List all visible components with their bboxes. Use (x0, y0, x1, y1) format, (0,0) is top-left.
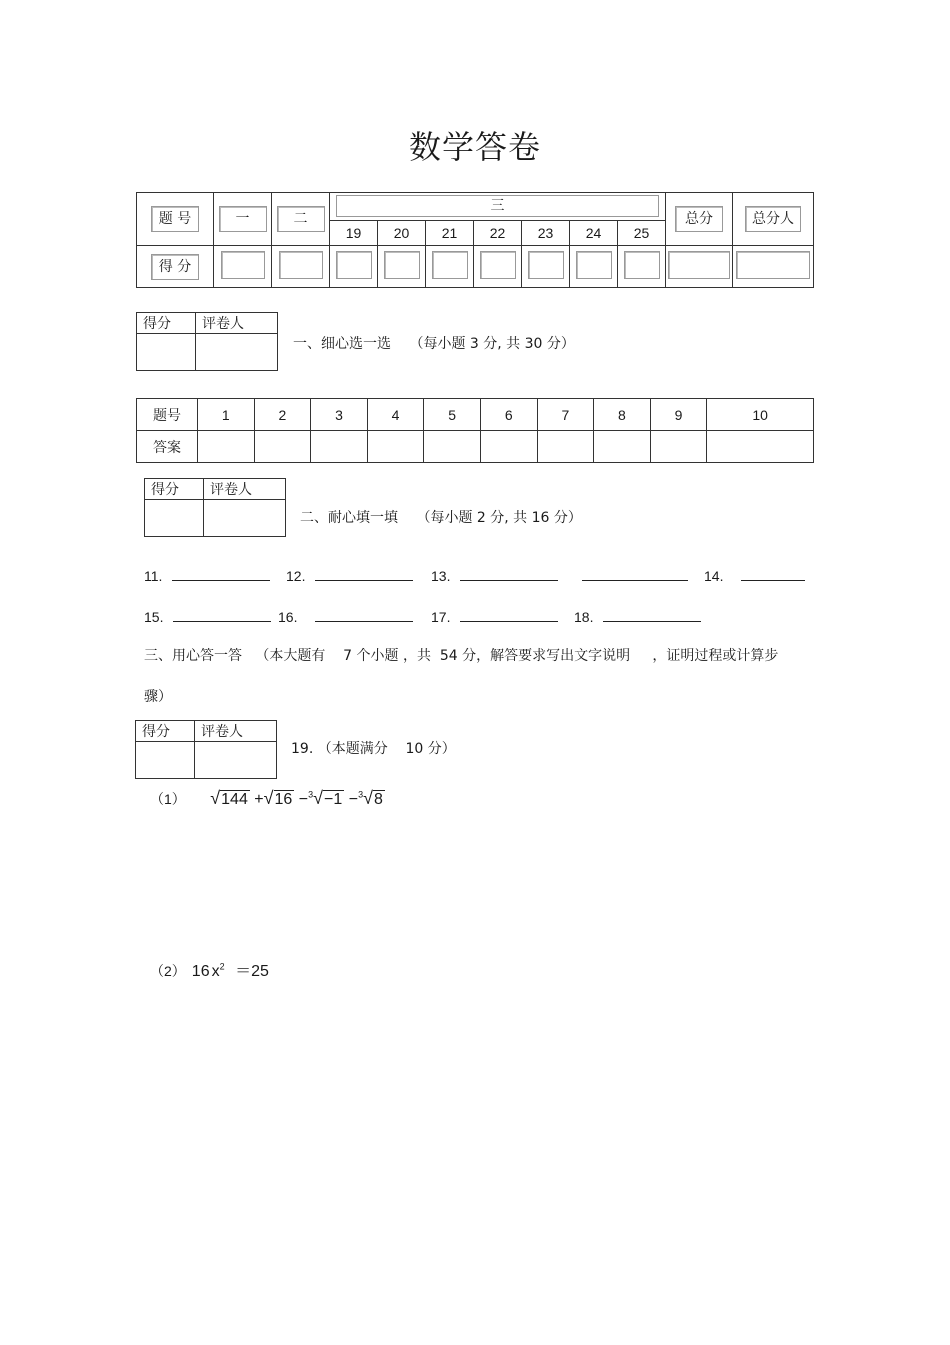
fill-item-18: 18. (574, 607, 701, 625)
fill-item-17: 17. (431, 607, 558, 625)
answer-row-header: 答案 (137, 431, 198, 463)
fill-item-11: 11. (144, 566, 270, 584)
answer-col-5: 5 (424, 399, 481, 431)
section3-heading: 三、用心答一答 （本大题有 7 个小题 ，共 54 分，解答要求写出文字说明 ，证明过程或计算步 (144, 648, 779, 664)
score-cell-23[interactable] (522, 246, 570, 288)
answer-number-header: 题号 (137, 399, 198, 431)
score-cell-total[interactable] (666, 246, 733, 288)
q19-part2: （2） 16 $x^2 =25$ (150, 961, 269, 980)
fill-item-16: 16. (278, 607, 413, 625)
score-cell-19[interactable] (330, 246, 378, 288)
sub-col-20: 20 (378, 221, 426, 245)
answer-col-1: 1 (198, 399, 255, 431)
fill-item-13: 13. (431, 566, 558, 584)
col-section-two: 二 (272, 193, 330, 246)
score-table (136, 192, 814, 288)
answer-cell[interactable] (537, 431, 594, 463)
grader-reviewer-cell[interactable] (195, 742, 277, 779)
grader-score-label: 得分 (136, 721, 195, 742)
answer-col-3: 3 (311, 399, 368, 431)
answer-cell[interactable] (480, 431, 537, 463)
score-cell-two[interactable] (272, 246, 330, 288)
blank-16[interactable] (315, 607, 413, 622)
score-cell-21[interactable] (426, 246, 474, 288)
section1-heading: 一、细心选一选 （每小题 3 分, 共 30 分） (293, 336, 575, 352)
answer-table (136, 398, 814, 463)
score-cell-24[interactable] (570, 246, 618, 288)
grader-reviewer-cell[interactable] (196, 334, 278, 371)
sqrt-144: √144 (210, 788, 248, 808)
sub-col-24: 24 (570, 221, 618, 245)
answer-cell[interactable] (311, 431, 368, 463)
answer-cell[interactable] (424, 431, 481, 463)
grader-score-cell[interactable] (137, 334, 196, 371)
fill-item-15: 15. (144, 607, 271, 625)
blank-18[interactable] (603, 607, 701, 622)
answer-col-9: 9 (650, 399, 707, 431)
blank-14[interactable] (741, 566, 805, 581)
answer-cell[interactable] (254, 431, 311, 463)
grader-reviewer-label: 评卷人 (195, 721, 277, 742)
score-cell-20[interactable] (378, 246, 426, 288)
score-cell-22[interactable] (474, 246, 522, 288)
blank-13-extra[interactable] (582, 566, 688, 584)
grader-box-section2 (144, 478, 286, 537)
blank-15[interactable] (173, 607, 271, 622)
answer-col-8: 8 (594, 399, 651, 431)
answer-cell[interactable] (594, 431, 651, 463)
blank-13[interactable] (460, 566, 558, 581)
answer-cell[interactable] (367, 431, 424, 463)
page-title: 数学答卷 (408, 128, 541, 166)
grader-reviewer-cell[interactable] (204, 500, 286, 537)
section3-heading-cont: 骤） (144, 689, 172, 705)
q19-heading: 19. （本题满分 10 分） (291, 741, 456, 757)
section-three-label: 三 (336, 195, 659, 217)
score-row-header: 得 分 (137, 246, 214, 288)
cbrt-neg1: √−1 (313, 788, 343, 808)
blank-11[interactable] (172, 566, 270, 581)
grader-score-label: 得分 (137, 313, 196, 334)
answer-col-2: 2 (254, 399, 311, 431)
col-section-three (330, 193, 666, 246)
section2-heading: 二、耐心填一填 （每小题 2 分, 共 16 分） (300, 510, 582, 526)
sub-col-21: 21 (426, 221, 474, 245)
q19-part1: （1） √144 +√16 −$^3$√−1 −$^3$√8 (150, 788, 383, 808)
sub-col-19: 19 (330, 221, 378, 245)
answer-col-4: 4 (367, 399, 424, 431)
col-scorer: 总分人 (733, 193, 814, 246)
blank-17[interactable] (460, 607, 558, 622)
sub-col-23: 23 (522, 221, 570, 245)
col-total: 总分 (666, 193, 733, 246)
grader-reviewer-label: 评卷人 (196, 313, 278, 334)
answer-col-6: 6 (480, 399, 537, 431)
blank-12[interactable] (315, 566, 413, 581)
answer-cell[interactable] (198, 431, 255, 463)
answer-cell[interactable] (707, 431, 814, 463)
sqrt-16: √16 (263, 788, 293, 808)
grader-score-cell[interactable] (136, 742, 195, 779)
grader-box-q19 (135, 720, 277, 779)
fill-item-14: 14. (704, 566, 805, 584)
score-cell-25[interactable] (618, 246, 666, 288)
sub-col-22: 22 (474, 221, 522, 245)
grader-score-label: 得分 (145, 479, 204, 500)
question-number-header: 题 号 (137, 193, 214, 246)
answer-col-10: 10 (707, 399, 814, 431)
fill-item-12: 12. (286, 566, 413, 584)
sub-col-25: 25 (633, 225, 650, 241)
col-section-one: 一 (214, 193, 272, 246)
answer-col-7: 7 (537, 399, 594, 431)
grader-score-cell[interactable] (145, 500, 204, 537)
cbrt-8: √8 (363, 788, 383, 808)
score-cell-one[interactable] (214, 246, 272, 288)
answer-cell[interactable] (650, 431, 707, 463)
grader-box-section1 (136, 312, 278, 371)
score-cell-scorer[interactable] (733, 246, 814, 288)
grader-reviewer-label: 评卷人 (204, 479, 286, 500)
